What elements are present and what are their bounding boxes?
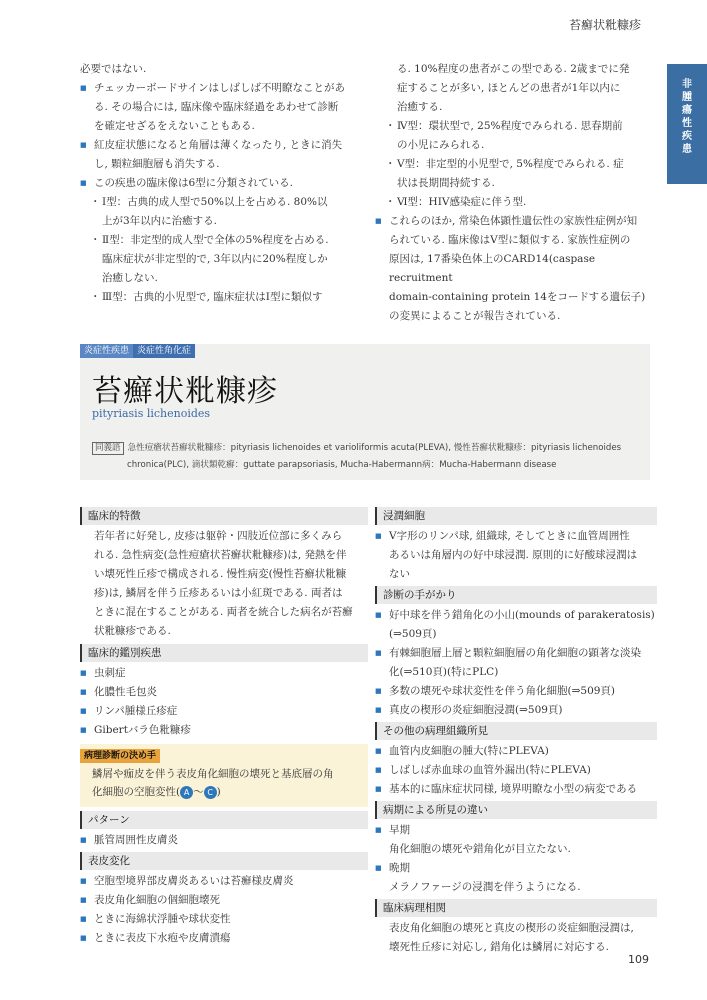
differential-item-line: ■ 化膿性毛包炎 (94, 686, 157, 698)
key-point-text (80, 765, 360, 801)
other-finding-item (375, 761, 657, 780)
key-point-line: 鱗屑や痂皮を伴う表皮角化細胞の壊死と基底層の角 (92, 768, 334, 780)
differential-item-line: ■ Gibertバラ色粃糠疹 (94, 724, 191, 736)
subtype-line: の小児にみられる. (397, 139, 485, 151)
section-heading: 浸潤細胞 (375, 507, 657, 525)
subtype-bullet: ・ (385, 158, 396, 170)
differential-item (80, 702, 368, 721)
clinical-line: 若年者に好発し, 皮疹は躯幹・四肢近位部に多くみら (94, 530, 343, 542)
section-heading: 病期による所見の違い (375, 801, 657, 819)
subtype-line: 上が3年以内に治癒する. (102, 215, 218, 227)
infiltrate-line: ない (389, 568, 410, 580)
right-column (375, 505, 657, 957)
pattern-item-line: ■ 脈管周囲性皮膚炎 (94, 834, 178, 846)
differential-item-line: ■ 虫刺症 (94, 667, 126, 679)
left-column (80, 505, 368, 948)
epidermal-item-line: ■ 空胞型境界部皮膚炎あるいは苔癬様皮膚炎 (94, 875, 294, 887)
correlation-line: 壊死性丘疹に対応し, 錯角化は鱗屑に対応する. (389, 941, 610, 953)
bullet-line: し, 顆粒細胞層も消失する. (94, 158, 220, 170)
clue-item (375, 644, 657, 682)
clinical-line: 疹)は, 鱗屑を伴う丘疹あるいは小紅斑である. 両者は (94, 587, 343, 599)
section-heading: パターン (80, 811, 368, 829)
top-right-column (375, 60, 655, 326)
key-point-label: 病理診断の決め手 (80, 749, 160, 763)
section-heading: 表皮変化 (80, 852, 368, 870)
subtype-bullet: ・ (90, 291, 101, 303)
clinical-features-text (80, 527, 368, 641)
subtype-line: 治癒しない. (102, 272, 158, 284)
subtype-item (80, 231, 368, 288)
bullet-line: られている. 臨床像はⅤ型に類似する. 家族性症例の (389, 234, 631, 246)
other-finding-item (375, 742, 657, 761)
subtype-item (80, 288, 368, 307)
infiltrate-line: あるいは角層内の好中球浸潤. 原則的に好酸球浸潤は (389, 549, 638, 561)
differential-item (80, 683, 368, 702)
english-title: pityriasis lichenoides (92, 407, 211, 420)
differential-item (80, 721, 368, 740)
clue-item-line: ■ 真皮の楔形の炎症細胞浸潤(⇒509頁) (389, 704, 563, 716)
clue-item (375, 701, 657, 720)
other-finding-item (375, 780, 657, 799)
clinical-line: れる. 急性病変(急性痘瘡状苔癬状粃糠疹)は, 発熱を伴 (94, 549, 347, 561)
subtype-item (80, 193, 368, 231)
clues-list (375, 606, 657, 720)
subtype-bullet: ・ (385, 196, 396, 208)
differential-list (80, 664, 368, 740)
key-point-line (92, 783, 360, 801)
bullet-item (80, 174, 368, 193)
stage-late-text: メラノファージの浸潤を伴うようになる. (389, 881, 581, 893)
subtype-line: 状は長期間持続する. (397, 177, 495, 189)
bullet-item (80, 136, 368, 174)
subtype-bullet: ・ (90, 196, 101, 208)
synonym-line: 急性痘瘡状苔癬状粃糠疹：pityriasis lichenoides et varioliformis acuta(PLEVA), 慢性苔癬状粃糠疹：pityriasis lichenoides (127, 443, 622, 453)
subtype-line: 症することが多い, ほとんどの患者が1年以内に (397, 82, 621, 94)
section-heading: その他の病理組織所見 (375, 722, 657, 740)
infiltrate-line: ■ V字形のリンパ球, 組織球, そしてときに血管周囲性 (389, 530, 630, 542)
bullet-line: ■ チェッカーボードサインはしばしば不明瞭なことがあ (94, 82, 345, 94)
bullet-line: の変異によることが報告されている. (389, 310, 561, 322)
bullet-line: ■ この疾患の臨床像は6型に分類されている. (94, 177, 294, 189)
subtype-bullet: ・ (90, 234, 101, 246)
category-tags (80, 344, 195, 358)
subtype-line: Ⅳ型：環状型で, 25%程度でみられる. 思春期前 (397, 120, 623, 132)
figure-marker-c: C (204, 786, 217, 799)
correlation-line: 表皮角化細胞の壊死と真皮の楔形の炎症細胞浸潤は, (389, 922, 634, 934)
synonyms (92, 440, 642, 474)
epidermal-item-line: ■ ときに海綿状浮腫や球状変性 (94, 913, 231, 925)
epidermal-list (80, 872, 368, 948)
other-finding-item-line: ■ しばしば赤血球の血管外漏出(特にPLEVA) (389, 764, 591, 776)
bullet-line: ■ これらのほか, 常染色体顕性遺伝性の家族性症例が知 (389, 215, 638, 227)
bullet-line: ■ 紅皮症状態になると角層は薄くなったり, ときに消失 (94, 139, 343, 151)
subtype-line: Ⅰ型：古典的成人型で50%以上を占める. 80%以 (102, 196, 328, 208)
page-title: 苔癬状粃糠疹 (92, 374, 278, 409)
running-head: 苔癬状粃糠疹 (568, 18, 641, 32)
title-block (80, 344, 650, 480)
synonym-line: chronica(PLC), 滴状類乾癬：guttate parapsoriasis, Mucha-Habermann病：Mucha-Habermann disease (127, 460, 557, 470)
subtype-item (375, 155, 655, 193)
side-tab-label: 非腫瘍性疾患 (682, 79, 692, 155)
clue-item-line: 化(⇒510頁)(特にPLC) (389, 666, 499, 678)
bullet-line: を確定せざるをえないこともある. (94, 120, 255, 132)
bullet-item (80, 79, 368, 136)
other-finding-item-line: ■ 血管内皮細胞の腫大(特にPLEVA) (389, 745, 549, 757)
subtype-item (375, 193, 655, 212)
subtype-item (375, 117, 655, 155)
clue-item-line: (⇒509頁) (389, 628, 437, 640)
correlation-text (375, 919, 657, 957)
subcategory-tag: 炎症性角化症 (133, 344, 195, 358)
key-point-box (80, 744, 368, 807)
clue-item-line: ■ 好中球を伴う錯角化の小山(mounds of parakeratosis) (389, 609, 655, 621)
top-left-column (80, 60, 368, 307)
clinical-line: い壊死性丘疹で構成される. 慢性病変(慢性苔癬状粃糠 (94, 568, 347, 580)
clue-item (375, 606, 657, 644)
epidermal-item-line: ■ 表皮角化細胞の個細胞壊死 (94, 894, 220, 906)
section-heading: 臨床的鑑別疾患 (80, 644, 368, 662)
section-heading: 臨床的特徴 (80, 507, 368, 525)
epidermal-item (80, 910, 368, 929)
key-point-close: ) (216, 786, 221, 798)
category-tag: 炎症性疾患 (80, 344, 133, 358)
bullet-line: る. その場合には, 臨床像や臨床経過をあわせて診断 (94, 101, 339, 113)
figure-marker-a: A (180, 786, 193, 799)
paragraph: 必要ではない. (80, 63, 147, 75)
pattern-list (80, 831, 368, 850)
stage-early-label: ■ 早期 (375, 821, 657, 840)
subtype-item (375, 60, 655, 117)
subtype-line: Ⅲ型：古典的小児型で, 臨床症状はⅠ型に類似す (102, 291, 323, 303)
differential-item (80, 664, 368, 683)
subtype-line: 治癒する. (397, 101, 443, 113)
epidermal-item-line: ■ ときに表皮下水疱や皮膚潰瘍 (94, 932, 231, 944)
side-tab (667, 64, 707, 184)
clue-item (375, 682, 657, 701)
bullet-item (375, 212, 655, 326)
infiltrate-text (375, 527, 657, 584)
subtype-line: Ⅴ型：非定型的小児型で, 5%程度でみられる. 症 (397, 158, 624, 170)
subtype-line: る. 10%程度の患者がこの型である. 2歳までに発 (397, 63, 630, 75)
other-findings-list (375, 742, 657, 799)
subtype-line: 臨床症状が非定型的で, 3年以内に20%程度しか (102, 253, 328, 265)
clinical-line: ときに混在することがある. 両者を統合した病名が苔癬 (94, 606, 353, 618)
marker-separator: ～ (193, 786, 204, 798)
subtype-line: Ⅱ型：非定型的成人型で全体の5%程度を占める. (102, 234, 329, 246)
section-heading: 診断の手がかり (375, 586, 657, 604)
stage-late-label: ■ 晩期 (375, 859, 657, 878)
clinical-line: 状粃糠疹である. (94, 625, 171, 637)
epidermal-item (80, 929, 368, 948)
pattern-item (80, 831, 368, 850)
epidermal-item (80, 891, 368, 910)
bullet-line: domain-containing protein 14をコードする遺伝子) (389, 291, 646, 303)
clue-item-line: ■ 有棘細胞層上層と顆粒細胞層の角化細胞の顕著な淡染 (389, 647, 641, 659)
other-finding-item-line: ■ 基本的に臨床症状同様, 境界明瞭な小型の病変である (389, 783, 638, 795)
clue-item-line: ■ 多数の壊死や球状変性を伴う角化細胞(⇒509頁) (389, 685, 616, 697)
epidermal-item (80, 872, 368, 891)
subtype-line: Ⅵ型：HIV感染症に伴う型. (397, 196, 527, 208)
key-point-line-text: 化細胞の空胞変性( (92, 786, 181, 798)
stage-early-text: 角化細胞の壊死や錯角化が目立たない. (389, 843, 571, 855)
synonym-badge: 同義語 (92, 442, 124, 455)
bullet-line: 原因は, 17番染色体上のCARD14(caspase recruitment (389, 253, 596, 284)
subtype-bullet: ・ (385, 120, 396, 132)
differential-item-line: ■ リンパ腫様丘疹症 (94, 705, 178, 717)
section-heading: 臨床病理相関 (375, 899, 657, 917)
page-number: 109 (628, 953, 649, 966)
